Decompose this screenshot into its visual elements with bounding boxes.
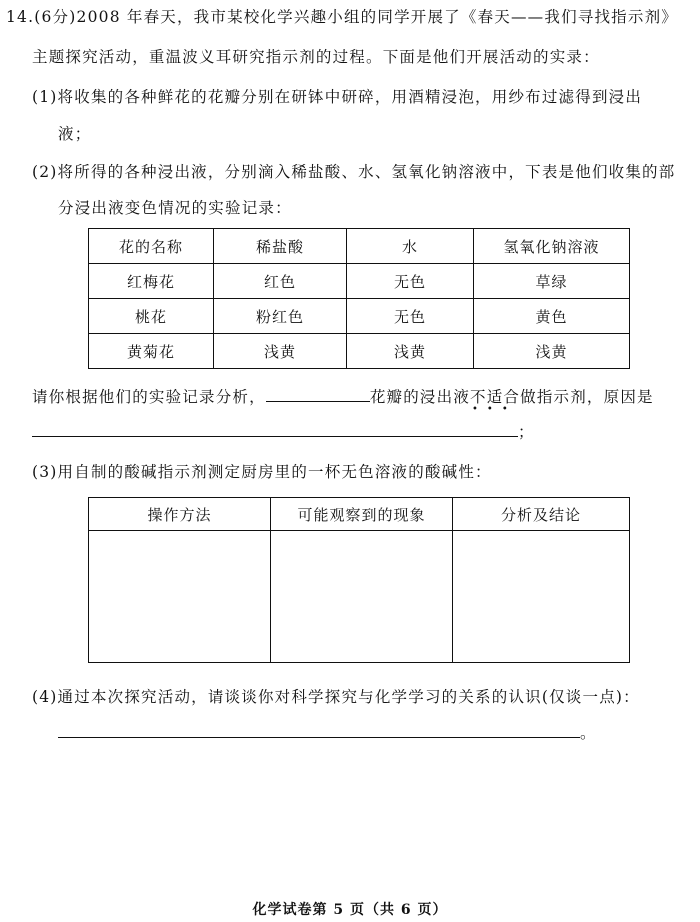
prompt-text: 花瓣的浸出液 [369,388,471,406]
table-header: 氢氧化钠溶液 [474,229,630,264]
table-cell: 红梅花 [89,264,214,299]
table-cell: 黄色 [474,299,630,334]
step-2-text-cont: 分浸出液变色情况的实验记录： [58,199,292,217]
table-header: 分析及结论 [453,498,630,531]
table-cell: 浅黄 [347,334,474,369]
analysis-prompt [32,385,654,415]
step-1-text: (1)将收集的各种鲜花的花瓣分别在研钵中研碎，用酒精浸泡，用纱布过滤得到浸出 [32,88,643,106]
table-row [89,264,630,299]
table-cell: 浅黄 [474,334,630,369]
color-change-table [88,228,630,369]
flower-answer-blank[interactable] [266,385,370,402]
table-cell: 无色 [347,299,474,334]
reason-line [32,420,535,442]
acidity-test-table [88,497,630,663]
table-row [89,531,630,663]
step-2-text: (2)将所得的各种浸出液，分别滴入稀盐酸、水、氢氧化钠溶液中，下表是他们收集的部 [32,163,676,181]
table-row [89,299,630,334]
table-cell: 桃花 [89,299,214,334]
table-cell: 黄菊花 [89,334,214,369]
answer-cell-conclusion[interactable] [453,531,630,663]
table-header: 水 [347,229,474,264]
table-cell: 浅黄 [214,334,347,369]
opinion-line [58,721,597,743]
table-cell: 粉红色 [214,299,347,334]
table-cell: 无色 [347,264,474,299]
question-title: 14.(6分)2008 年春天，我市某校化学兴趣小组的同学开展了《春天——我们寻找指示剂》 [6,8,678,26]
opinion-end: 。 [580,724,597,742]
table-header: 操作方法 [89,498,271,531]
opinion-answer-blank[interactable] [58,721,580,738]
table-cell: 草绿 [474,264,630,299]
step-3-text: (3)用自制的酸碱指示剂测定厨房里的一杯无色溶液的酸碱性： [32,463,492,481]
emphasis-text: 不适合 ••• [470,388,521,415]
step-4-text: (4)通过本次探究活动，请谈谈你对科学探究与化学学习的关系的认识(仅谈一点)： [32,688,640,706]
reason-answer-blank[interactable] [32,420,518,437]
page-footer: 化学试卷第 5 页（共 6 页） [252,902,448,918]
table-cell: 红色 [214,264,347,299]
answer-cell-observation[interactable] [271,531,453,663]
answer-cell-method[interactable] [89,531,271,663]
table-row [89,334,630,369]
step-1-text-cont: 液； [58,125,92,143]
prompt-text: 请你根据他们的实验记录分析， [32,388,266,406]
question-intro: 主题探究活动，重温波义耳研究指示剂的过程。下面是他们开展活动的实录： [32,48,600,66]
prompt-text: 做指示剂，原因是 [520,388,654,406]
table-header: 稀盐酸 [214,229,347,264]
table-header: 可能观察到的现象 [271,498,453,531]
table-header: 花的名称 [89,229,214,264]
reason-end: ； [518,423,535,441]
